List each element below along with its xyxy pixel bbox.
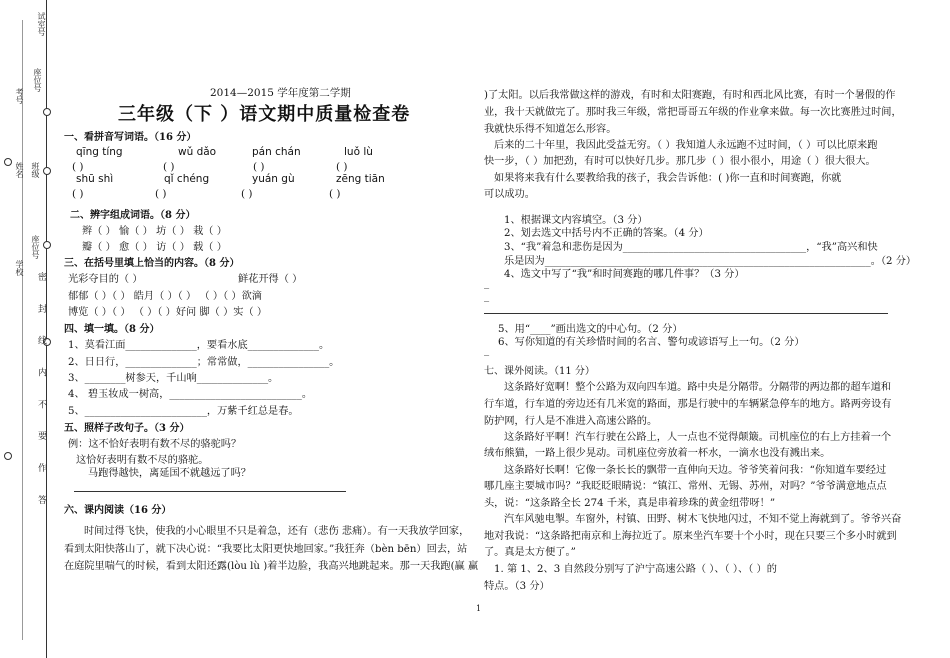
q7-passage-line: 头，说：“这条路全长 274 千米，真是串着珍珠的黄金纽带呀！” — [484, 498, 776, 509]
q1-bracket[interactable]: ( ) — [72, 188, 84, 200]
q7-passage-line: 汽车风驰电掣。车窗外，村镇、田野、树木飞快地闪过，不知不觉上海就到了。爷爷兴奋 — [504, 514, 902, 525]
binding-hole — [43, 167, 51, 175]
q1-pinyin-8: zēng tiān — [336, 173, 385, 185]
right-question-6: 6、写你知道的有关珍惜时间的名言、警句或谚语写上一句。（2 分） — [498, 337, 805, 348]
q4-line-2[interactable]: 2、日日行，______________；常常做，________________。 — [68, 357, 340, 368]
q5-task: 马跑得越快，离延国不就越远了吗？ — [88, 468, 251, 479]
right-passage-line: 后来的二十年里，我因此受益无穷。（ ）我知道人永远跑不过时间，（ ）可以比原来跑 — [494, 140, 878, 151]
q1-bracket[interactable]: ( ) — [155, 188, 167, 200]
binding-hole — [4, 452, 12, 460]
q3-row-1a[interactable]: 光彩夺目的（ ） — [68, 274, 143, 285]
right-passage-line: 快一步，（ ）加把劲，有时可以快好几步。那几步（ ）很小很小，用途（ ）很大很大。 — [484, 156, 876, 167]
q1-pinyin-6: qǐ chéng — [164, 173, 210, 185]
q3-row-2[interactable]: 郁郁（ ）（ ） 皓月（ ）（ ） （ ）（ ）欲滴 — [68, 291, 262, 302]
q3-row-3[interactable]: 博览（ ）（ ） （ ）（ ）好问 脚（ ）实（ ） — [68, 307, 268, 318]
q7-passage-line: 这条路好宽啊！整个公路为双向四车道。路中央是分隔带。分隔带的两边都的超车道和 — [504, 382, 892, 393]
margin-seat-no: 座位号 — [33, 68, 42, 92]
right-question-3a[interactable]: 3、“我”着急和悲伤是因为____________________________________，“我”高兴和快 — [504, 242, 878, 253]
margin-student-no: 考号 — [15, 88, 24, 104]
q6-passage-line: 时间过得飞快，使我的小心眼里不只是着急，还有（悲伤 悲痛）。有一天我放学回家， — [84, 526, 470, 537]
margin-name: 姓名 — [15, 162, 24, 178]
right-question-2: 2、划去选文中括号内不正确的答案。（4 分） — [504, 228, 709, 239]
q4-line-1[interactable]: 1、莫看江面______________，要看水底______________。 — [68, 340, 330, 351]
q7-label: 七、课外阅读。（11 分） — [484, 366, 595, 377]
q3-row-1b[interactable]: 鲜花开得（ ） — [238, 274, 303, 285]
q2-label: 二、辨字组成词语。（8 分） — [70, 210, 196, 221]
q1-bracket[interactable]: ( ) — [241, 188, 253, 200]
margin-seat-no-2: 座位号 — [31, 235, 40, 259]
q3-label: 三、在括号里填上恰当的内容。（8 分） — [64, 258, 240, 269]
q5-example: 例：这不恰好表明有数不尽的骆驼吗？ — [68, 439, 242, 450]
q7-passage-line: 行车道，行车道的旁边还有几米宽的路面，那是行驶中的车辆紧急停车的地方。路两旁设有 — [484, 399, 892, 410]
q7-question-1-score: 特点。（3 分） — [484, 581, 550, 592]
q1-pinyin-3: pán chán — [252, 146, 301, 158]
q1-pinyin-4: luǒ lù — [344, 146, 373, 158]
q2-row-2[interactable]: 瓣（ ） 愈（ ） 访（ ） 载（ ） — [82, 242, 227, 253]
q7-passage-line: 哪几座主要城市吗？”我眨眨眼睛说：“镇江、常州、无锡、苏州，对吗？”爷爷满意地点点 — [484, 481, 887, 492]
q1-bracket[interactable]: ( ) — [163, 161, 175, 173]
margin-guide-line — [22, 20, 23, 640]
q6-passage-line: 在庭院里喘气的时候，看到太阳还露(lòu lù )着半边脸，我高兴地跳起来。那一天我跑(赢 赢 — [64, 561, 479, 572]
q4-line-4[interactable]: 4、 碧玉妆成一树高，__________________________。 — [68, 389, 313, 400]
q1-bracket[interactable]: ( ) — [253, 161, 265, 173]
q1-pinyin-2: wǔ dǎo — [178, 146, 217, 158]
right-passage-line: 业，我十天就做完了。那时我三年级，常把哥哥五年级的作业拿来做。每一次比赛胜过时间， — [484, 107, 902, 118]
school-year: 2014—2015 学年度第二学期 — [210, 87, 351, 99]
q7-passage-line: 地对我说：“这条路把南京和上海拉近了。原来坐汽车要十个小时，现在只要三个多小时就到 — [484, 531, 897, 542]
right-question-1: 1、根据课文内容填空。（3 分） — [504, 215, 648, 226]
binding-hole — [4, 158, 12, 166]
right-passage-line: 我就快乐得不知道怎么形容。 — [484, 124, 617, 135]
q6-label: 六、课内阅读（16 分） — [64, 505, 172, 516]
q1-label: 一、看拼音写词语。（16 分） — [64, 132, 197, 143]
page-number: 1 — [476, 604, 482, 613]
margin-seal-text: 密 封 线 内 不 要 作 答 — [36, 272, 46, 515]
q4-line-5[interactable]: 5、________________________，万紫千红总是春。 — [68, 406, 299, 417]
q4-label: 四、填一填。（8 分） — [64, 324, 160, 335]
right-answer-line[interactable] — [484, 313, 888, 314]
margin-exam-room: 试室号 — [37, 12, 46, 36]
right-answer-dash[interactable]: _ — [484, 278, 490, 289]
right-passage-line: 如果将来我有什么要教给我的孩子，我会告诉他：( )你一直和时间赛跑，你就 — [494, 173, 842, 184]
q7-question-1[interactable]: 1. 第 1、2、3 自然段分别写了沪宁高速公路（ ）、（ ）、（ ）的 — [494, 564, 777, 575]
right-passage-line: 可以成功。 — [484, 189, 535, 200]
binding-hole — [43, 241, 51, 249]
right-answer-dash[interactable]: _ — [484, 291, 490, 302]
right-answer-dash[interactable]: _ — [484, 345, 490, 356]
q4-line-3[interactable]: 3、________树参天，千山响______________。 — [68, 373, 279, 384]
page-title: 三年级（下 ）语文期中质量检查卷 — [118, 104, 411, 125]
right-question-5: 5、用“____”画出选文的中心句。（2 分） — [498, 324, 683, 335]
q7-passage-line: 这条路好平啊！汽车行驶在公路上，人一点也不觉得颠簸。司机座位的右上方挂着一个 — [504, 432, 892, 443]
q7-passage-line: 绒布熊猫，一路上很少晃动。司机座位旁放着一杯水，一滴水也没有溅出来。 — [484, 448, 831, 459]
q1-bracket[interactable]: ( ) — [329, 188, 341, 200]
q5-example-answer: 这恰好表明有数不尽的骆驼。 — [76, 455, 209, 466]
q5-answer-line[interactable] — [74, 491, 346, 492]
margin-school: 学校 — [15, 260, 24, 276]
q1-pinyin-5: shū shì — [76, 173, 114, 185]
q7-passage-line: 防护网，行人是不准进入高速公路的。 — [484, 416, 658, 427]
right-passage-line: )了太阳。以后我常做这样的游戏，有时和太阳赛跑，有时和西北风比赛，有时一个暑假的作 — [484, 90, 896, 101]
q1-bracket[interactable]: ( ) — [72, 161, 84, 173]
q6-passage-line: 看到太阳快落山了，就下决心说：“我要比太阳更快地回家。”我狂奔（bèn bēn）回去，站 — [64, 544, 468, 555]
right-question-4: 4、选文中写了“我”和时间赛跑的哪几件事？（3 分） — [504, 269, 745, 280]
q2-row-1[interactable]: 辫（ ） 愉（ ） 坊（ ） 栽（ ） — [82, 226, 227, 237]
margin-class: 班级 — [31, 162, 40, 178]
binding-hole — [43, 108, 51, 116]
q7-passage-line: 这条路好长啊！它像一条长长的飘带一直伸向天边。爷爷笑着问我：“你知道车要经过 — [504, 465, 887, 476]
q1-pinyin-1: qīng tíng — [76, 146, 123, 158]
right-question-3b[interactable]: 乐是因为________________________________________________________________。（2 分） — [504, 256, 917, 267]
q1-bracket[interactable]: ( ) — [336, 161, 348, 173]
q5-label: 五、照样子改句子。（3 分） — [64, 423, 190, 434]
q7-passage-line: 了。真是太方便了。” — [484, 547, 576, 558]
q1-pinyin-7: yuán gù — [252, 173, 295, 185]
